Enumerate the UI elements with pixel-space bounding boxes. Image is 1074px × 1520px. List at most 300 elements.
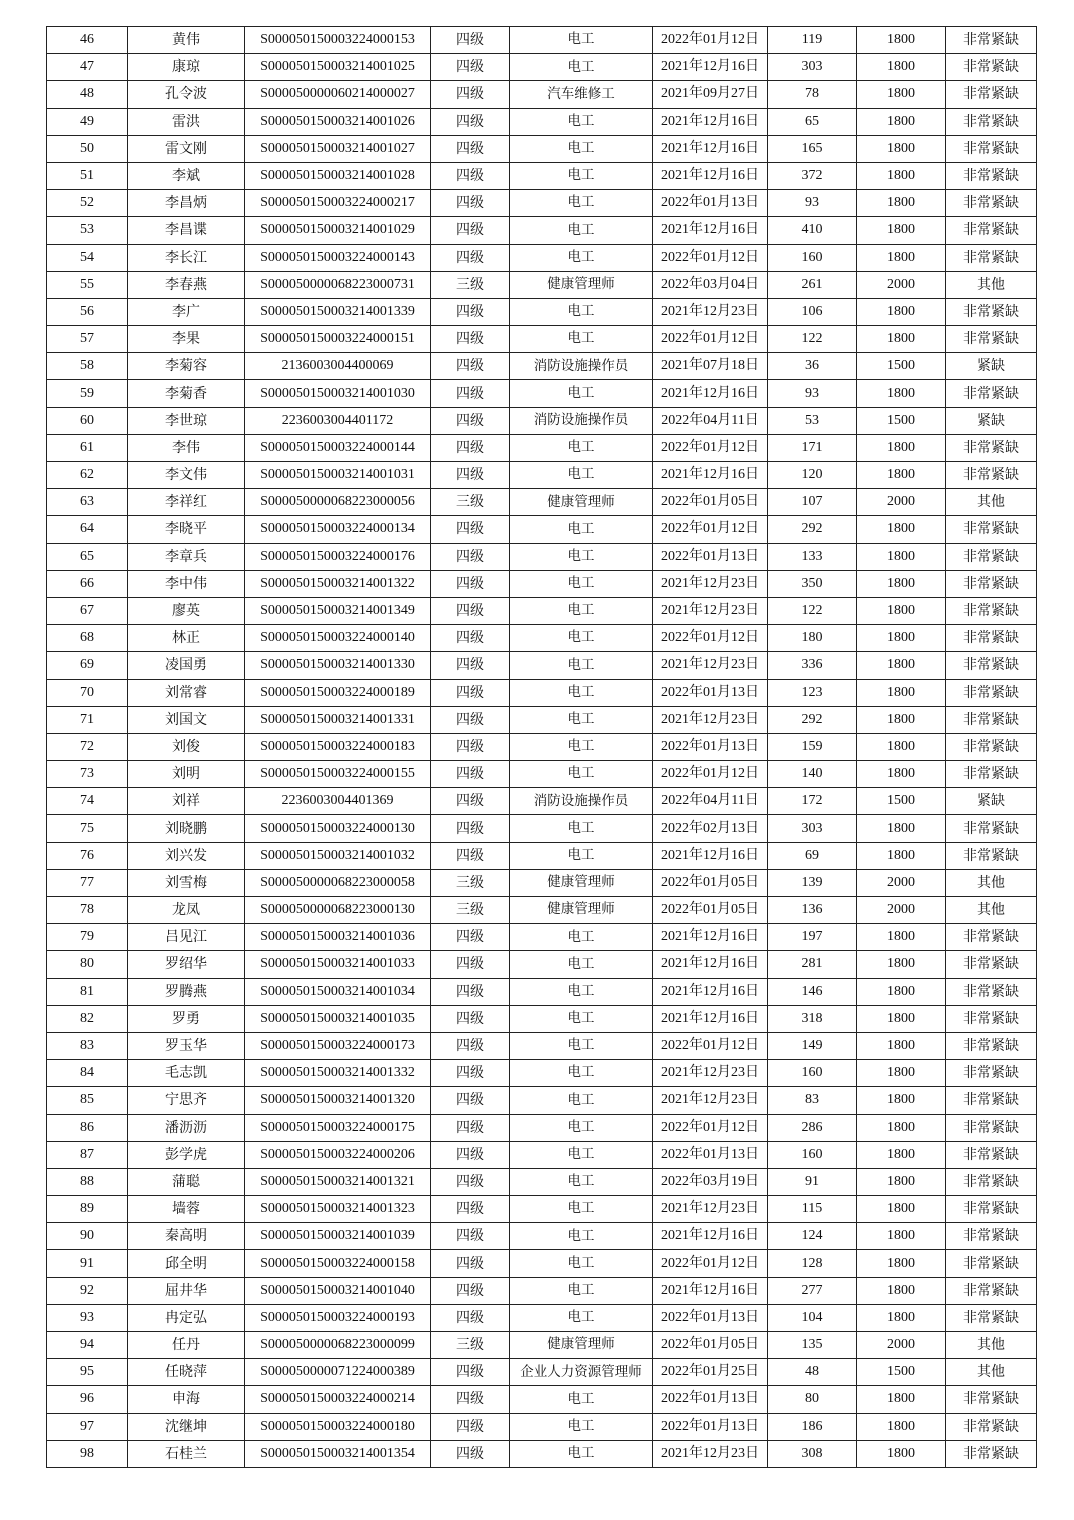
issue-date-cell: 2022年04月11日 — [653, 407, 768, 434]
category-cell: 非常紧缺 — [946, 679, 1037, 706]
count-cell: 135 — [768, 1332, 857, 1359]
level-cell: 四级 — [431, 1277, 510, 1304]
issue-date-cell: 2022年01月12日 — [653, 761, 768, 788]
category-cell: 非常紧缺 — [946, 733, 1037, 760]
name-cell: 李晓平 — [128, 516, 245, 543]
count-cell: 172 — [768, 788, 857, 815]
occupation-cell: 电工 — [510, 1250, 653, 1277]
occupation-cell: 电工 — [510, 1168, 653, 1195]
count-cell: 93 — [768, 190, 857, 217]
amount-cell: 2000 — [857, 489, 946, 516]
name-cell: 邱全明 — [128, 1250, 245, 1277]
level-cell: 四级 — [431, 625, 510, 652]
category-cell: 非常紧缺 — [946, 652, 1037, 679]
issue-date-cell: 2022年01月13日 — [653, 1413, 768, 1440]
category-cell: 非常紧缺 — [946, 625, 1037, 652]
certificate-number-cell: S000050150003214001035 — [245, 1005, 431, 1032]
name-cell: 李斌 — [128, 162, 245, 189]
count-cell: 69 — [768, 842, 857, 869]
occupation-cell: 电工 — [510, 951, 653, 978]
occupation-cell: 电工 — [510, 1277, 653, 1304]
certificate-number-cell: S000050000071224000389 — [245, 1359, 431, 1386]
row-number-cell: 62 — [47, 462, 128, 489]
issue-date-cell: 2022年01月13日 — [653, 1386, 768, 1413]
category-cell: 非常紧缺 — [946, 298, 1037, 325]
certificate-number-cell: 2136003004400069 — [245, 353, 431, 380]
category-cell: 非常紧缺 — [946, 1440, 1037, 1467]
table-row — [47, 1032, 1037, 1059]
level-cell: 四级 — [431, 679, 510, 706]
issue-date-cell: 2021年12月16日 — [653, 380, 768, 407]
name-cell: 申海 — [128, 1386, 245, 1413]
amount-cell: 2000 — [857, 869, 946, 896]
table-row — [47, 543, 1037, 570]
row-number-cell: 82 — [47, 1005, 128, 1032]
category-cell: 非常紧缺 — [946, 951, 1037, 978]
category-cell: 非常紧缺 — [946, 1413, 1037, 1440]
certificate-number-cell: S000050000068223000058 — [245, 869, 431, 896]
occupation-cell: 电工 — [510, 1114, 653, 1141]
occupation-cell: 电工 — [510, 462, 653, 489]
amount-cell: 1500 — [857, 1359, 946, 1386]
amount-cell: 1800 — [857, 1304, 946, 1331]
level-cell: 四级 — [431, 1440, 510, 1467]
row-number-cell: 84 — [47, 1060, 128, 1087]
count-cell: 350 — [768, 570, 857, 597]
name-cell: 黄伟 — [128, 27, 245, 54]
issue-date-cell: 2021年12月23日 — [653, 706, 768, 733]
level-cell: 四级 — [431, 1005, 510, 1032]
table-row — [47, 1359, 1037, 1386]
occupation-cell: 电工 — [510, 597, 653, 624]
count-cell: 139 — [768, 869, 857, 896]
row-number-cell: 53 — [47, 217, 128, 244]
category-cell: 非常紧缺 — [946, 597, 1037, 624]
name-cell: 廖英 — [128, 597, 245, 624]
count-cell: 303 — [768, 54, 857, 81]
name-cell: 秦高明 — [128, 1223, 245, 1250]
table-row — [47, 353, 1037, 380]
level-cell: 四级 — [431, 81, 510, 108]
amount-cell: 1800 — [857, 733, 946, 760]
issue-date-cell: 2021年12月16日 — [653, 217, 768, 244]
count-cell: 80 — [768, 1386, 857, 1413]
name-cell: 潘沥沥 — [128, 1114, 245, 1141]
row-number-cell: 58 — [47, 353, 128, 380]
certificate-number-cell: S000050150003214001039 — [245, 1223, 431, 1250]
certificate-number-cell: S000050150003214001330 — [245, 652, 431, 679]
issue-date-cell: 2022年01月13日 — [653, 679, 768, 706]
count-cell: 36 — [768, 353, 857, 380]
count-cell: 107 — [768, 489, 857, 516]
table-row — [47, 951, 1037, 978]
row-number-cell: 68 — [47, 625, 128, 652]
category-cell: 紧缺 — [946, 788, 1037, 815]
certificate-number-cell: S000050150003224000217 — [245, 190, 431, 217]
row-number-cell: 76 — [47, 842, 128, 869]
occupation-cell: 电工 — [510, 761, 653, 788]
category-cell: 非常紧缺 — [946, 135, 1037, 162]
name-cell: 刘明 — [128, 761, 245, 788]
issue-date-cell: 2022年01月12日 — [653, 516, 768, 543]
row-number-cell: 88 — [47, 1168, 128, 1195]
count-cell: 128 — [768, 1250, 857, 1277]
issue-date-cell: 2022年01月05日 — [653, 489, 768, 516]
count-cell: 303 — [768, 815, 857, 842]
occupation-cell: 电工 — [510, 570, 653, 597]
issue-date-cell: 2021年12月16日 — [653, 1005, 768, 1032]
occupation-cell: 电工 — [510, 815, 653, 842]
row-number-cell: 70 — [47, 679, 128, 706]
table-row — [47, 27, 1037, 54]
name-cell: 李春燕 — [128, 271, 245, 298]
level-cell: 四级 — [431, 162, 510, 189]
level-cell: 四级 — [431, 108, 510, 135]
level-cell: 四级 — [431, 407, 510, 434]
occupation-cell: 健康管理师 — [510, 1332, 653, 1359]
occupation-cell: 电工 — [510, 625, 653, 652]
category-cell: 非常紧缺 — [946, 1141, 1037, 1168]
count-cell: 410 — [768, 217, 857, 244]
table-row — [47, 1168, 1037, 1195]
certificate-number-cell: S000050150003224000180 — [245, 1413, 431, 1440]
occupation-cell: 健康管理师 — [510, 869, 653, 896]
name-cell: 李昌炳 — [128, 190, 245, 217]
table-row — [47, 516, 1037, 543]
issue-date-cell: 2021年12月16日 — [653, 54, 768, 81]
occupation-cell: 电工 — [510, 326, 653, 353]
level-cell: 四级 — [431, 298, 510, 325]
row-number-cell: 48 — [47, 81, 128, 108]
occupation-cell: 电工 — [510, 217, 653, 244]
count-cell: 197 — [768, 924, 857, 951]
row-number-cell: 93 — [47, 1304, 128, 1331]
count-cell: 115 — [768, 1196, 857, 1223]
level-cell: 四级 — [431, 924, 510, 951]
certificate-number-cell: S000050000068223000056 — [245, 489, 431, 516]
issue-date-cell: 2022年02月13日 — [653, 815, 768, 842]
count-cell: 160 — [768, 1141, 857, 1168]
row-number-cell: 96 — [47, 1386, 128, 1413]
occupation-cell: 电工 — [510, 978, 653, 1005]
issue-date-cell: 2021年12月16日 — [653, 108, 768, 135]
row-number-cell: 91 — [47, 1250, 128, 1277]
table-row — [47, 1332, 1037, 1359]
issue-date-cell: 2021年09月27日 — [653, 81, 768, 108]
amount-cell: 1800 — [857, 162, 946, 189]
occupation-cell: 电工 — [510, 298, 653, 325]
issue-date-cell: 2022年01月05日 — [653, 869, 768, 896]
name-cell: 蒲聪 — [128, 1168, 245, 1195]
level-cell: 四级 — [431, 1141, 510, 1168]
level-cell: 三级 — [431, 897, 510, 924]
amount-cell: 1800 — [857, 1196, 946, 1223]
level-cell: 四级 — [431, 217, 510, 244]
level-cell: 四级 — [431, 761, 510, 788]
count-cell: 122 — [768, 326, 857, 353]
issue-date-cell: 2022年01月12日 — [653, 434, 768, 461]
certificate-number-cell: S000050150003224000155 — [245, 761, 431, 788]
issue-date-cell: 2022年01月25日 — [653, 1359, 768, 1386]
certificate-number-cell: S000050150003224000143 — [245, 244, 431, 271]
amount-cell: 1800 — [857, 190, 946, 217]
row-number-cell: 63 — [47, 489, 128, 516]
row-number-cell: 49 — [47, 108, 128, 135]
issue-date-cell: 2021年07月18日 — [653, 353, 768, 380]
level-cell: 四级 — [431, 733, 510, 760]
certificate-number-cell: S000050150003224000134 — [245, 516, 431, 543]
count-cell: 120 — [768, 462, 857, 489]
count-cell: 93 — [768, 380, 857, 407]
certificate-number-cell: S000050150003214001029 — [245, 217, 431, 244]
level-cell: 四级 — [431, 978, 510, 1005]
table-row — [47, 625, 1037, 652]
occupation-cell: 汽车维修工 — [510, 81, 653, 108]
certificate-number-cell: S000050150003224000140 — [245, 625, 431, 652]
table-row — [47, 434, 1037, 461]
category-cell: 非常紧缺 — [946, 380, 1037, 407]
level-cell: 四级 — [431, 951, 510, 978]
occupation-cell: 健康管理师 — [510, 489, 653, 516]
category-cell: 其他 — [946, 897, 1037, 924]
certificate-number-cell: S000050150003224000193 — [245, 1304, 431, 1331]
amount-cell: 1800 — [857, 326, 946, 353]
amount-cell: 2000 — [857, 271, 946, 298]
row-number-cell: 71 — [47, 706, 128, 733]
category-cell: 非常紧缺 — [946, 570, 1037, 597]
count-cell: 180 — [768, 625, 857, 652]
name-cell: 李中伟 — [128, 570, 245, 597]
level-cell: 四级 — [431, 1386, 510, 1413]
category-cell: 非常紧缺 — [946, 1087, 1037, 1114]
row-number-cell: 79 — [47, 924, 128, 951]
amount-cell: 1800 — [857, 570, 946, 597]
count-cell: 165 — [768, 135, 857, 162]
name-cell: 李祥红 — [128, 489, 245, 516]
occupation-cell: 电工 — [510, 1032, 653, 1059]
amount-cell: 1800 — [857, 706, 946, 733]
name-cell: 墙蓉 — [128, 1196, 245, 1223]
amount-cell: 1800 — [857, 842, 946, 869]
certificate-number-cell: S000050150003224000153 — [245, 27, 431, 54]
issue-date-cell: 2022年01月12日 — [653, 1250, 768, 1277]
count-cell: 83 — [768, 1087, 857, 1114]
issue-date-cell: 2022年03月04日 — [653, 271, 768, 298]
name-cell: 任丹 — [128, 1332, 245, 1359]
certificate-number-cell: S000050000068223000731 — [245, 271, 431, 298]
certificate-number-cell: S000050150003214001339 — [245, 298, 431, 325]
count-cell: 104 — [768, 1304, 857, 1331]
category-cell: 非常紧缺 — [946, 434, 1037, 461]
amount-cell: 1800 — [857, 679, 946, 706]
table-row — [47, 81, 1037, 108]
count-cell: 123 — [768, 679, 857, 706]
name-cell: 吕见江 — [128, 924, 245, 951]
name-cell: 宁思齐 — [128, 1087, 245, 1114]
category-cell: 非常紧缺 — [946, 1223, 1037, 1250]
count-cell: 281 — [768, 951, 857, 978]
table-row — [47, 1223, 1037, 1250]
amount-cell: 1800 — [857, 1060, 946, 1087]
amount-cell: 1800 — [857, 380, 946, 407]
table-row — [47, 1386, 1037, 1413]
category-cell: 紧缺 — [946, 407, 1037, 434]
category-cell: 非常紧缺 — [946, 108, 1037, 135]
row-number-cell: 46 — [47, 27, 128, 54]
certificate-number-cell: S000050150003224000144 — [245, 434, 431, 461]
issue-date-cell: 2022年01月13日 — [653, 733, 768, 760]
row-number-cell: 66 — [47, 570, 128, 597]
certificate-number-cell: S000050150003214001027 — [245, 135, 431, 162]
amount-cell: 2000 — [857, 897, 946, 924]
certificate-number-cell: S000050150003214001322 — [245, 570, 431, 597]
count-cell: 133 — [768, 543, 857, 570]
certificate-number-cell: S000050150003214001031 — [245, 462, 431, 489]
name-cell: 罗腾燕 — [128, 978, 245, 1005]
count-cell: 160 — [768, 1060, 857, 1087]
amount-cell: 1800 — [857, 1087, 946, 1114]
level-cell: 四级 — [431, 543, 510, 570]
category-cell: 非常紧缺 — [946, 706, 1037, 733]
category-cell: 非常紧缺 — [946, 54, 1037, 81]
count-cell: 48 — [768, 1359, 857, 1386]
issue-date-cell: 2021年12月16日 — [653, 135, 768, 162]
row-number-cell: 47 — [47, 54, 128, 81]
row-number-cell: 73 — [47, 761, 128, 788]
amount-cell: 1800 — [857, 244, 946, 271]
table-row — [47, 706, 1037, 733]
count-cell: 106 — [768, 298, 857, 325]
category-cell: 非常紧缺 — [946, 162, 1037, 189]
row-number-cell: 83 — [47, 1032, 128, 1059]
name-cell: 李章兵 — [128, 543, 245, 570]
issue-date-cell: 2022年03月19日 — [653, 1168, 768, 1195]
table-row — [47, 1141, 1037, 1168]
category-cell: 紧缺 — [946, 353, 1037, 380]
issue-date-cell: 2021年12月16日 — [653, 1277, 768, 1304]
amount-cell: 1800 — [857, 625, 946, 652]
issue-date-cell: 2022年01月12日 — [653, 244, 768, 271]
occupation-cell: 电工 — [510, 543, 653, 570]
table-row — [47, 1413, 1037, 1440]
count-cell: 186 — [768, 1413, 857, 1440]
certificate-number-cell: S000050150003214001033 — [245, 951, 431, 978]
amount-cell: 1800 — [857, 54, 946, 81]
table-row — [47, 733, 1037, 760]
occupation-cell: 电工 — [510, 380, 653, 407]
level-cell: 四级 — [431, 27, 510, 54]
issue-date-cell: 2022年01月13日 — [653, 543, 768, 570]
level-cell: 四级 — [431, 1087, 510, 1114]
occupation-cell: 电工 — [510, 108, 653, 135]
row-number-cell: 51 — [47, 162, 128, 189]
count-cell: 78 — [768, 81, 857, 108]
row-number-cell: 90 — [47, 1223, 128, 1250]
row-number-cell: 97 — [47, 1413, 128, 1440]
name-cell: 李伟 — [128, 434, 245, 461]
occupation-cell: 电工 — [510, 1413, 653, 1440]
issue-date-cell: 2021年12月23日 — [653, 298, 768, 325]
issue-date-cell: 2021年12月16日 — [653, 1223, 768, 1250]
document-page — [46, 26, 1037, 1468]
count-cell: 318 — [768, 1005, 857, 1032]
table-row — [47, 135, 1037, 162]
category-cell: 非常紧缺 — [946, 1386, 1037, 1413]
occupation-cell: 电工 — [510, 1005, 653, 1032]
occupation-cell: 电工 — [510, 1304, 653, 1331]
count-cell: 292 — [768, 706, 857, 733]
occupation-cell: 健康管理师 — [510, 271, 653, 298]
table-row — [47, 271, 1037, 298]
certificate-number-cell: S000050150003214001030 — [245, 380, 431, 407]
name-cell: 李菊香 — [128, 380, 245, 407]
table-row — [47, 897, 1037, 924]
name-cell: 雷文刚 — [128, 135, 245, 162]
issue-date-cell: 2021年12月23日 — [653, 597, 768, 624]
row-number-cell: 52 — [47, 190, 128, 217]
certificate-number-cell: S000050150003224000130 — [245, 815, 431, 842]
certificate-number-cell: S000050150003214001025 — [245, 54, 431, 81]
name-cell: 罗绍华 — [128, 951, 245, 978]
certificate-number-cell: S000050150003214001323 — [245, 1196, 431, 1223]
issue-date-cell: 2021年12月16日 — [653, 162, 768, 189]
amount-cell: 1800 — [857, 951, 946, 978]
table-row — [47, 54, 1037, 81]
name-cell: 屈井华 — [128, 1277, 245, 1304]
level-cell: 四级 — [431, 326, 510, 353]
table-row — [47, 761, 1037, 788]
level-cell: 四级 — [431, 815, 510, 842]
category-cell: 其他 — [946, 489, 1037, 516]
occupation-cell: 电工 — [510, 162, 653, 189]
level-cell: 四级 — [431, 1359, 510, 1386]
table-row — [47, 788, 1037, 815]
category-cell: 其他 — [946, 869, 1037, 896]
table-row — [47, 407, 1037, 434]
row-number-cell: 75 — [47, 815, 128, 842]
name-cell: 刘常睿 — [128, 679, 245, 706]
name-cell: 刘俊 — [128, 733, 245, 760]
amount-cell: 1800 — [857, 1005, 946, 1032]
level-cell: 四级 — [431, 1060, 510, 1087]
count-cell: 286 — [768, 1114, 857, 1141]
table-row — [47, 1114, 1037, 1141]
amount-cell: 1800 — [857, 217, 946, 244]
level-cell: 四级 — [431, 1413, 510, 1440]
issue-date-cell: 2022年01月12日 — [653, 625, 768, 652]
level-cell: 四级 — [431, 353, 510, 380]
issue-date-cell: 2022年01月05日 — [653, 1332, 768, 1359]
amount-cell: 1800 — [857, 81, 946, 108]
certificate-number-cell: S000050150003224000183 — [245, 733, 431, 760]
name-cell: 刘国文 — [128, 706, 245, 733]
level-cell: 四级 — [431, 1223, 510, 1250]
amount-cell: 1800 — [857, 978, 946, 1005]
count-cell: 124 — [768, 1223, 857, 1250]
issue-date-cell: 2021年12月23日 — [653, 1087, 768, 1114]
level-cell: 四级 — [431, 434, 510, 461]
issue-date-cell: 2022年01月13日 — [653, 1141, 768, 1168]
name-cell: 李长江 — [128, 244, 245, 271]
table-row — [47, 108, 1037, 135]
amount-cell: 1800 — [857, 1168, 946, 1195]
roster-body — [47, 27, 1037, 1468]
count-cell: 146 — [768, 978, 857, 1005]
occupation-cell: 电工 — [510, 516, 653, 543]
row-number-cell: 54 — [47, 244, 128, 271]
category-cell: 非常紧缺 — [946, 217, 1037, 244]
level-cell: 三级 — [431, 271, 510, 298]
